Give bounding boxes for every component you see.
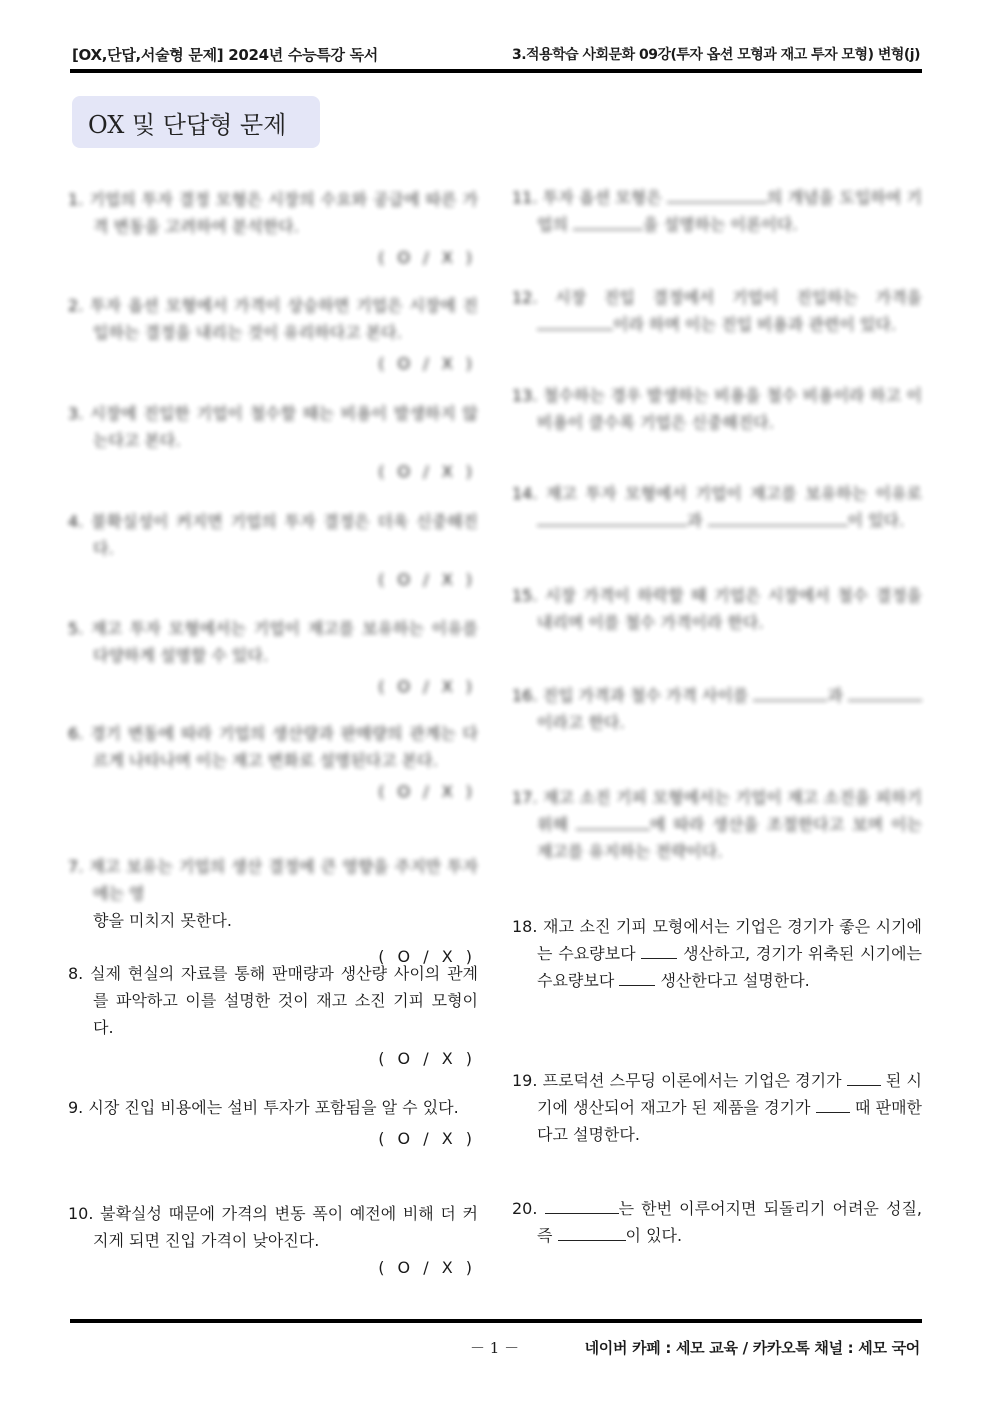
question-13 bbox=[512, 382, 922, 436]
question-19-text: 19. 프로덕션 스무딩 이론에서는 기업은 경기가 된 시기에 생산되어 재고가 된 제품을 경기가 때 판매한다고 설명한다. bbox=[512, 1071, 922, 1144]
question-15 bbox=[512, 582, 922, 636]
question-16-text: 16. 진입 가격과 철수 가격 사이를 과 이라고 한다. bbox=[512, 682, 922, 736]
footer-credit: 네이버 카페 : 세모 교육 / 카카오톡 채널 : 세모 국어 bbox=[584, 1339, 920, 1357]
ox-mark: ( O / X ) bbox=[378, 354, 476, 373]
question-1-text: 1. 기업의 투자 결정 모형은 시장의 수요와 공급에 따른 가격 변동을 고려하여 분석한다. bbox=[68, 190, 478, 236]
question-17 bbox=[512, 784, 922, 865]
ox-mark: ( O / X ) bbox=[378, 782, 476, 801]
ox-mark: ( O / X ) bbox=[378, 1258, 476, 1277]
question-5 bbox=[68, 615, 478, 700]
question-7-hidden-line: 7. 재고 보유는 기업의 생산 결정에 큰 영향을 주지만 투자에는 영 bbox=[68, 857, 478, 903]
answer-blank[interactable] bbox=[641, 942, 677, 959]
answer-blank[interactable] bbox=[816, 1096, 850, 1113]
question-14-text: 14. 재고 투자 모형에서 기업이 재고를 보유하는 이유로 과 이 있다. bbox=[512, 484, 922, 530]
ox-mark: ( O / X ) bbox=[378, 1129, 476, 1148]
question-11 bbox=[512, 184, 922, 238]
page-number: － 1 － bbox=[470, 1339, 520, 1357]
question-18-text: 18. 재고 소진 기피 모형에서는 기업은 경기가 좋은 시기에는 수요량보다 생산하고, 경기가 위축된 시기에는 수요량보다 생산한다고 설명한다. bbox=[512, 917, 922, 990]
ox-mark: ( O / X ) bbox=[378, 677, 476, 696]
question-13-text: 13. 철수하는 경우 발생하는 비용을 철수 비용이라 하고 이 비용이 클수록 기업은 신중해진다. bbox=[512, 386, 922, 432]
ox-mark: ( O / X ) bbox=[378, 462, 476, 481]
answer-blank[interactable] bbox=[558, 1224, 626, 1241]
question-7 bbox=[68, 853, 478, 970]
answer-blank[interactable] bbox=[545, 1197, 619, 1214]
question-6-text: 6. 경기 변동에 따라 기업의 생산량과 판매량의 관계는 다르게 나타나며 이는 재고 변화로 설명된다고 본다. bbox=[68, 724, 478, 770]
question-16 bbox=[512, 682, 922, 736]
answer-blank[interactable] bbox=[619, 969, 655, 986]
question-10 bbox=[68, 1200, 478, 1281]
question-4 bbox=[68, 508, 478, 593]
question-15-text: 15. 시장 가격이 하락할 때 기업은 시장에서 철수 결정을 내리며 이를 철수 가격이라 한다. bbox=[512, 586, 922, 632]
question-5-text: 5. 재고 투자 모형에서는 기업이 재고를 보유하는 이유를 다양하게 설명할 수 있다. bbox=[68, 619, 478, 665]
section-title: OX 및 단답형 문제 bbox=[72, 96, 320, 148]
question-8 bbox=[68, 960, 478, 1072]
question-20 bbox=[512, 1195, 922, 1249]
question-9 bbox=[68, 1094, 478, 1152]
question-11-text: 11. 투자 옵션 모형은 의 개념을 도입하여 기업의 을 설명하는 이론이다. bbox=[512, 188, 922, 234]
question-3-text: 3. 시장에 진입한 기업이 철수할 때는 비용이 발생하지 않는다고 본다. bbox=[68, 404, 478, 450]
question-2 bbox=[68, 292, 478, 377]
question-12 bbox=[512, 284, 922, 338]
header-rule bbox=[70, 69, 922, 73]
ox-mark: ( O / X ) bbox=[378, 248, 476, 267]
question-8-text: 8. 실제 현실의 자료를 통해 판매량과 생산량 사이의 관계를 파악하고 이를 설명한 것이 재고 소진 기피 모형이다. bbox=[68, 964, 478, 1037]
ox-mark: ( O / X ) bbox=[378, 947, 476, 966]
footer-rule bbox=[70, 1319, 922, 1323]
header-left-title: [OX,단답,서술형 문제] 2024년 수능특강 독서 bbox=[72, 46, 378, 64]
ox-mark: ( O / X ) bbox=[378, 570, 476, 589]
question-17-text: 17. 재고 소진 기피 모형에서는 기업이 재고 소진을 피하기 위해 에 따라 생산을 조절한다고 보며 이는 재고를 유지하는 전략이다. bbox=[512, 788, 922, 861]
question-12-text: 12. 시장 진입 결정에서 기업이 진입하는 가격을 이라 하며 이는 진입 비용과 관련이 있다. bbox=[512, 288, 922, 334]
question-6 bbox=[68, 720, 478, 805]
question-2-text: 2. 투자 옵션 모형에서 가격이 상승하면 기업은 시장에 진입하는 결정을 내리는 것이 유리하다고 본다. bbox=[68, 296, 478, 342]
question-7-text: 7. 재고 보유는 기업의 생산 결정에 큰 영향을 주지만 투자에는 영 향을 미치지 못한다. bbox=[68, 857, 478, 930]
question-19 bbox=[512, 1067, 922, 1148]
header-right-title: 3.적용학습 사회문화 09강(투자 옵션 모형과 재고 투자 모형) 변형(j) bbox=[511, 47, 920, 63]
ox-mark: ( O / X ) bbox=[378, 1049, 476, 1068]
question-18 bbox=[512, 913, 922, 994]
question-3 bbox=[68, 400, 478, 485]
question-20-text: 20. 는 한번 이루어지면 되돌리기 어려운 성질, 즉 이 있다. bbox=[512, 1199, 922, 1245]
question-1 bbox=[68, 186, 478, 271]
question-4-text: 4. 불확실성이 커지면 기업의 투자 결정은 더욱 신중해진다. bbox=[68, 512, 478, 558]
question-14 bbox=[512, 480, 922, 534]
answer-blank[interactable] bbox=[847, 1069, 881, 1086]
question-9-text: 9. 시장 진입 비용에는 설비 투자가 포함됨을 알 수 있다. bbox=[68, 1098, 459, 1117]
question-10-text: 10. 불확실성 때문에 가격의 변동 폭이 예전에 비해 더 커지게 되면 진입 가격이 낮아진다. bbox=[68, 1204, 479, 1250]
